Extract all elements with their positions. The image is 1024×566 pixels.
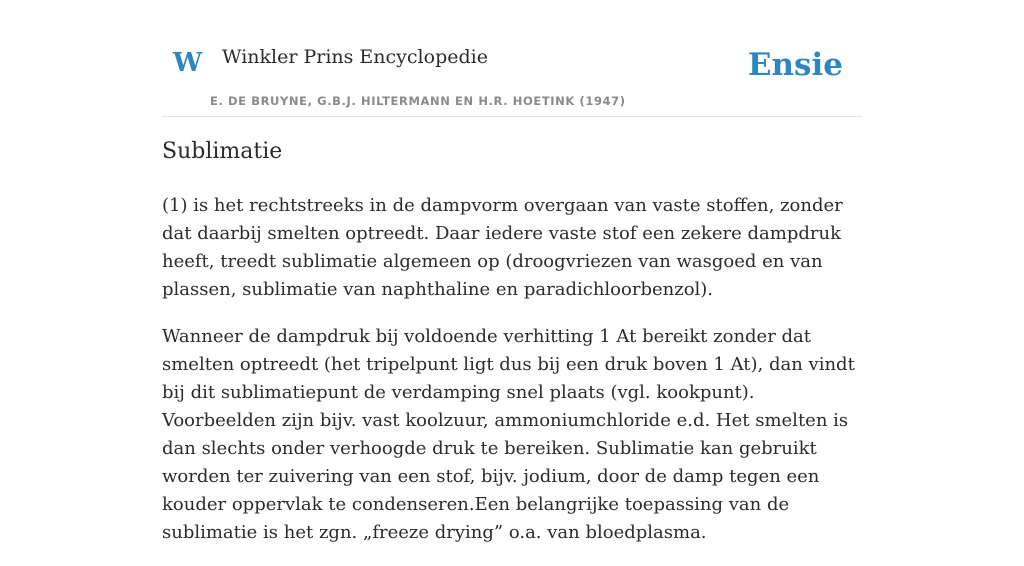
article — [162, 138, 864, 566]
article-paragraph: (1) is het rechtstreeks in de dampvorm overgaan van vaste stoffen, zonder dat daarbij smelten optreedt. Daar iedere vaste stof een zekere dampdruk heeft, treedt sublimatie algemeen op (droogvriezen van wasgoed en van plassen, sublimatie van naphthaline en paradichloorbenzol). — [162, 194, 843, 300]
article-paragraph: Wanneer de dampdruk bij voldoende verhitting 1 At bereikt zonder dat smelten optreedt (het tripelpunt ligt dus bij een druk boven 1 At), dan vindt bij dit sublimatiepunt de verdamping snel plaats (vgl. kookpunt). Voorbeelden zijn bijv. vast koolzuur, ammoniumchloride e.d. Het smelten is dan slechts onder verhoogde druk te bereiken. Sublimatie kan gebruikt worden ter zuivering van een stof, bijv. jodium, door de damp tegen een kouder oppervlak te condenseren.Een belangrijke toepassing van de sublimatie is het zgn. „freeze drying” o.a. van bloedplasma. — [162, 325, 855, 543]
winkler-prins-logo[interactable]: W — [173, 48, 203, 78]
ensie-logo[interactable]: Ensie — [747, 47, 843, 83]
header — [162, 0, 862, 117]
article-title: Sublimatie — [162, 139, 283, 164]
publication-title[interactable]: Winkler Prins Encyclopedie — [222, 46, 488, 68]
publication-authors: E. DE BRUYNE, G.B.J. HILTERMANN EN H.R. HOETINK (1947) — [210, 94, 626, 108]
